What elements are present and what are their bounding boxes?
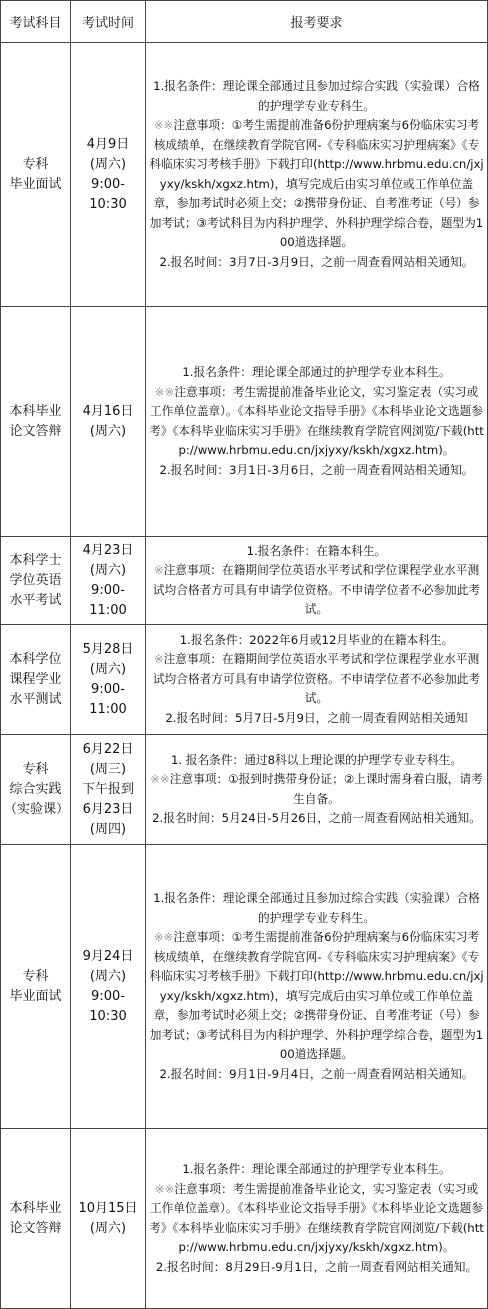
requirement-text: 注意事项：考生需提前准备毕业论文，实习鉴定表（实习或工作单位盖章）。《本科毕业论文指导手册》《本科毕业论文选题参考》《本科毕业临床实习手册》在继续教育学院官网浏览/下载(http://www.hrbmu.edu.cn/jxjyxy/kskh/xgxz.htm)。 [149,384,484,457]
exam-subject-line: 专科 [22,968,49,984]
requirement-paragraph [149,542,484,562]
requirement-text: 2.报名时间：3月1日-3月6日，之前一周查看网站相关通知。 [159,462,474,477]
exam-time-line: (周六) [89,661,127,677]
requirement-text: 2.报名时间：8月29日-9月1日，之前一周查看网站相关通知。 [155,1259,478,1274]
exam-subject-line: 本科学士 [9,552,62,568]
exam-time-line: (周六) [89,156,127,172]
exam-subject-line: （实验课） [4,801,70,817]
exam-time-line: 4月16日 [82,403,134,419]
exam-subject-line: 课程学业 [9,671,62,687]
exam-time-line: 5月28日 [82,641,134,657]
note-mark-icon: ※※ [154,1181,175,1196]
requirement-paragraph [149,461,484,481]
exam-subject-line: 毕业面试 [9,176,62,192]
requirement-paragraph [149,751,484,771]
table-row [1,845,488,1129]
exam-time-line: (周六) [89,968,127,984]
note-mark-icon: ※※ [153,118,174,132]
exam-time-line: 4月23日 [82,542,134,558]
exam-subject-line: 专科 [22,156,49,172]
requirement-text: 1.报名条件：理论课全部通过的护理学专业本科生。 [182,1162,451,1176]
requirement-paragraph [149,1160,484,1180]
requirement-text: 2.报名时间：9月1日-9月4日，之前一周查看网站相关通知。 [159,1066,474,1081]
requirement-paragraph [149,363,484,383]
requirement-paragraph [149,709,484,729]
requirement-paragraph [149,809,484,829]
note-mark-icon: ※※ [154,384,175,399]
exam-time [71,625,146,735]
header-subject: 考试科目 [1,1,71,43]
requirement-text: 注意事项：①报到时携带身份证；②上课时需身着白服，请考生自备。 [169,772,483,806]
exam-subject-line: 水平考试 [9,592,62,608]
note-mark-icon: ※※ [153,930,174,944]
requirement-text: 1.报名条件：理论课全部通过且参加过综合实践（实验课）合格的护理学专业专科生。 [153,891,480,925]
exam-time-line: 9:00-11:00 [89,681,127,717]
requirement-text: 注意事项：在籍期间学位英语水平考试和学位课程学业水平测试均合格者方可具有申请学位资格。不申请学位者不必参加此考试。 [152,563,481,616]
exam-time [71,1129,146,1309]
exam-subject [1,43,71,307]
exam-time-line: 4月9日 [86,136,130,152]
exam-time-line: 10月15日 [78,1200,138,1216]
exam-time-line: 9:00-10:30 [89,176,127,212]
table-row [1,625,488,735]
exam-requirements [146,1129,488,1309]
exam-time [71,845,146,1129]
exam-time-line: (周六) [89,423,127,439]
table-row [1,307,488,537]
requirement-text: 2.报名时间：3月7日-3月9日，之前一周查看网站相关通知。 [159,254,474,269]
requirement-paragraph [149,1065,484,1085]
exam-time-line: 6月22日 [82,741,134,757]
table-row [1,1129,488,1309]
requirement-paragraph [149,561,484,620]
note-mark-icon: ※ [153,652,164,667]
exam-subject [1,1129,71,1309]
exam-subject [1,625,71,735]
table-row [1,537,488,625]
exam-subject [1,307,71,537]
requirement-text: 1. 报名条件：通过8科以上理论课的护理学专业专科生。 [170,752,463,767]
header-row [1,1,488,43]
exam-time-line: (周六) [89,562,127,578]
exam-time-line: 9:00-10:30 [89,988,127,1024]
exam-subject-line: 毕业面试 [9,988,62,1004]
requirement-paragraph [149,889,484,928]
header-time: 考试时间 [71,1,146,43]
exam-time-line: (周六) [89,1220,127,1236]
requirement-paragraph [149,116,484,253]
exam-requirements [146,43,488,307]
requirement-paragraph [149,650,484,709]
requirement-paragraph [149,383,484,461]
exam-subject [1,735,71,845]
exam-subject-line: 学位英语 [9,572,62,588]
table-row [1,735,488,845]
requirement-text: 2.报名时间：5月24日-5月26日，之前一周查看网站相关通知。 [152,811,481,825]
exam-time-line: (周四) [89,821,127,837]
exam-time-line: 9:00-11:00 [89,582,127,618]
requirement-paragraph [149,77,484,116]
exam-requirements [146,625,488,735]
requirement-text: 1.报名条件：在籍本科生。 [246,543,387,558]
exam-time [71,43,146,307]
exam-subject-line: 本科学位 [9,651,62,667]
note-mark-icon: ※ [153,563,164,577]
requirement-paragraph [149,253,484,273]
exam-time-line: (周三) [89,761,127,777]
requirement-text: 注意事项：①考生需提前准备6份护理病案与6份临床实习考核成绩单，在继续教育学院官网-《专科临床实习护理病案》《专科临床实习考核手册》下载打印(http://www.hrbmu.edu.cn/jxjyxy/kskh/xgxz.htm)，填写完成后由实习单位或工作单位盖章，参加考试时必须上交；②携带身份证、自考准考证（号）参加考试；③考试科目为内科护理学、外科护理学综合卷，题型为100道选择题。 [149,118,484,249]
exam-requirements [146,307,488,537]
requirement-text: 注意事项：在籍期间学位英语水平考试和学位课程学业水平测试均合格者方可具有申请学位资格。不申请学位者不必参加此考试。 [152,652,481,706]
table-row [1,43,488,307]
exam-time-line: 6月23日 [82,801,134,817]
requirement-text: 1.报名条件：理论课全部通过且参加过综合实践（实验课）合格的护理学专业专科生。 [153,79,480,113]
requirement-paragraph [149,928,484,1065]
requirement-paragraph [149,631,484,651]
requirement-text: 1.报名条件：2022年6月或12月毕业的在籍本科生。 [179,632,454,647]
requirement-paragraph [149,770,484,809]
requirement-text: 2.报名时间：5月7日-5月9日，之前一周查看网站相关通知 [165,710,468,725]
requirement-paragraph [149,1180,484,1258]
requirement-text: 注意事项：①考生需提前准备6份护理病案与6份临床实习考核成绩单，在继续教育学院官网-《专科临床实习护理病案》《专科临床实习考核手册》下载打印(http://www.hrbmu.edu.cn/jxjyxy/kskh/xgxz.htm)，填写完成后由实习单位或工作单位盖章，参加考试时必须上交；②携带身份证、自考准考证（号）参加考试；③考试科目为内科护理学、外科护理学综合卷，题型为100道选择题。 [149,930,484,1061]
exam-subject-line: 论文答辩 [9,1220,62,1236]
exam-time [71,735,146,845]
exam-subject [1,845,71,1129]
requirement-paragraph [149,1258,484,1278]
header-requirements: 报考要求 [146,1,488,43]
exam-subject-line: 本科毕业 [9,403,62,419]
exam-subject-line: 论文答辩 [9,423,62,439]
requirement-text: 注意事项：考生需提前准备毕业论文，实习鉴定表（实习或工作单位盖章）。《本科毕业论文指导手册》《本科毕业论文选题参考》《本科毕业临床实习手册》在继续教育学院官网浏览/下载(http://www.hrbmu.edu.cn/jxjyxy/kskh/xgxz.htm)。 [149,1181,484,1254]
exam-requirements [146,537,488,625]
exam-subject-line: 水平测试 [9,691,62,707]
note-mark-icon: ※※ [150,772,170,786]
exam-subject [1,537,71,625]
exam-time-line: 下午报到 [81,781,134,797]
requirement-text: 1.报名条件：理论课全部通过的护理学专业本科生。 [182,365,451,379]
exam-time-line: 9月24日 [82,948,134,964]
exam-time [71,307,146,537]
exam-subject-line: 本科毕业 [9,1200,62,1216]
exam-requirements [146,845,488,1129]
exam-subject-line: 专科 [22,761,49,777]
exam-subject-line: 综合实践 [9,781,62,797]
exam-requirements [146,735,488,845]
exam-time [71,537,146,625]
